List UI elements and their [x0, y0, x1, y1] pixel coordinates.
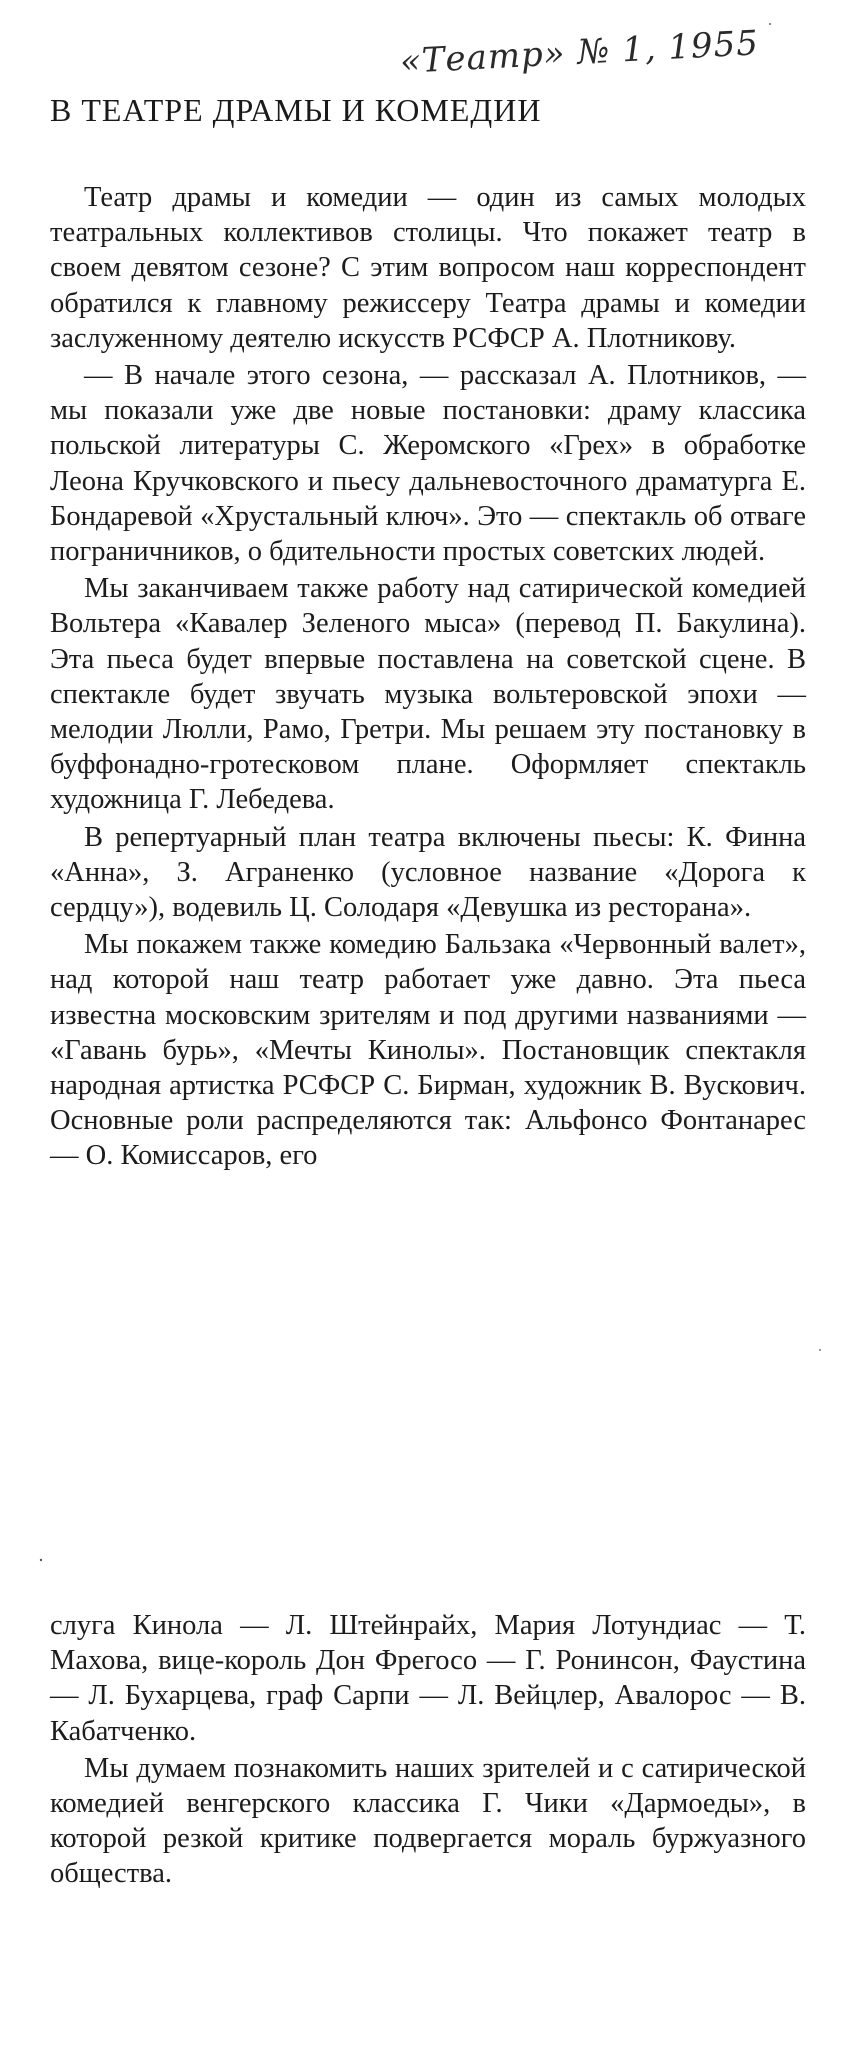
paragraph-voltaire-comedy: Мы заканчиваем также работу над сатирической комедией Вольтера «Кавалер Зеленого мыса» (перевод П. Бакулина). Эта пьеса будет впервые поставлена на советской сцене. В спектакле будет звучать музыка вольтеровской эпохи — мелодии Люлли, Рамо, Гретри. Мы решаем эту постановку в буффонадно-гротесковом плане. Оформляет спектакль художница Г. Лебедева. — [50, 573, 806, 816]
paragraph-repertoire-plan: В репертуарный план театра включены пьесы: К. Финна «Анна», З. Аграненко (условное название «Дорога к сердцу»), водевиль Ц. Солодаря «Девушка из ресторана». — [50, 821, 806, 924]
handwritten-source-note: «Театр» № 1, 1955 — [398, 23, 760, 82]
ink-speck — [769, 23, 771, 25]
paragraph-chiki-comedy: Мы думаем познакомить наших зрителей и с сатирической комедией венгерского классика Г. Чики «Дармоеды», в которой резкой критике подвергается мораль буржуазного общества. — [50, 1752, 806, 1890]
article-headline: В ТЕАТРЕ ДРАМЫ И КОМЕДИИ — [50, 92, 542, 128]
ink-speck — [819, 1349, 821, 1351]
paragraph-cast-list: слуга Кинола — Л. Штейнрайх, Мария Лотундиас — Т. Махова, вице-король Дон Фрегосо — Г. Ронинсон, Фаустина — Л. Бухарцева, граф Сарпи — Л. Вейцлер, Авалорос — В. Кабатченко. — [50, 1610, 806, 1747]
paragraph-intro: Театр драмы и комедии — один из самых молодых театральных коллективов столицы. Что покажет театр в своем девятом сезоне? С этим вопросом наш корреспондент обратился к главному режиссеру Театра драмы и комедии заслуженному деятелю искусств РСФСР А. Плотникову. — [50, 182, 806, 354]
paragraph-balzac-comedy: Мы покажем также комедию Бальзака «Червонный валет», над которой наш театр работает уже давно. Эта пьеса известна московским зрителям и под другими названиями — «Гавань бурь», «Мечты Кинолы». Постановщик спектакля народная артистка РСФСР С. Бирман, художник В. Вускович. Основные роли распределяются так: Альфонсо Фонтанарес — О. Комиссаров, его — [50, 929, 806, 1172]
paragraph-new-productions: — В начале этого сезона, — рассказал А. Плотников, — мы показали уже две новые постановки: драму классика польской литературы С. Жеромского «Грех» в обработке Леона Кручковского и пьесу дальневосточного драматурга Е. Бондаревой «Хрустальный ключ». Это — спектакль об отваге пограничников, о бдительности простых советских людей. — [50, 360, 806, 568]
article-body-upper — [50, 180, 806, 1174]
article-body-lower — [50, 1608, 806, 1892]
ink-speck — [40, 1559, 42, 1561]
